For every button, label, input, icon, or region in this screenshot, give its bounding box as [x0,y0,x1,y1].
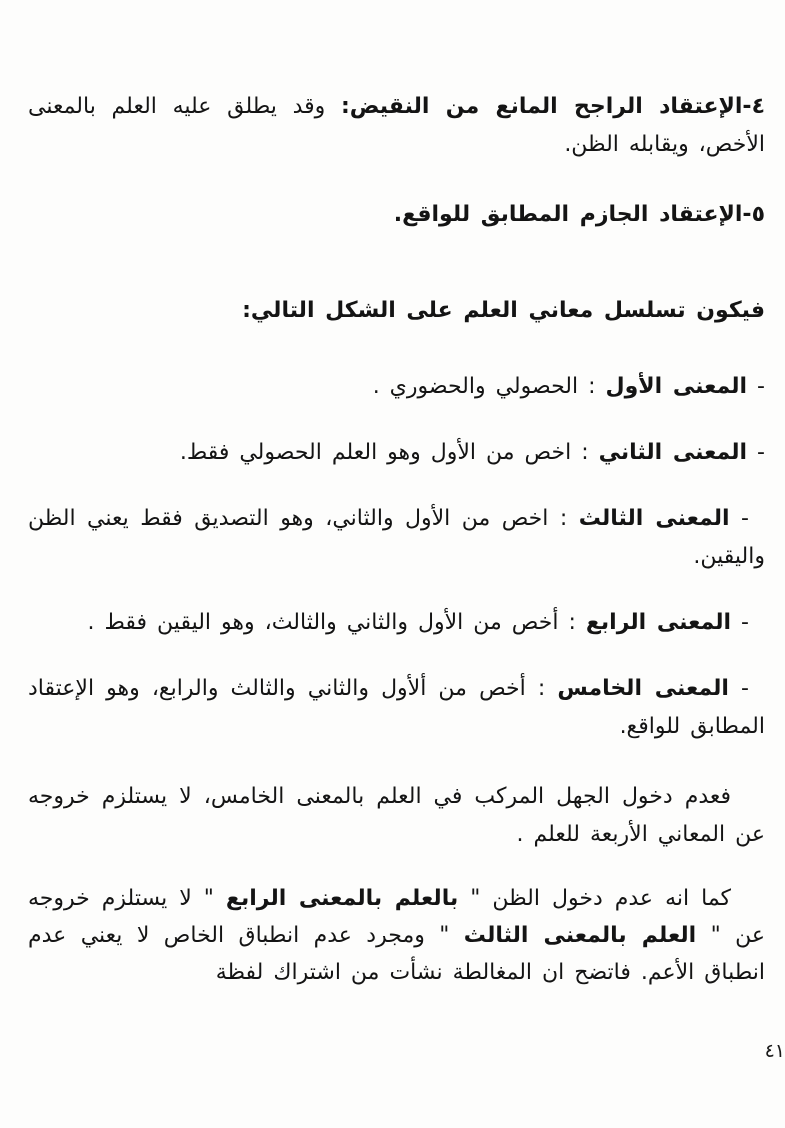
meaning-item-third [28,500,765,576]
paragraph-conjecture [28,880,765,991]
meaning-term-first: المعنى الأول [605,374,748,399]
sequence-intro: فيكون تسلسل معاني العلم على الشكل التالي: [242,298,765,323]
clause-4-text: وقد يطلق عليه العلم بالمعنى الأخص، ويقابله الظن. [28,94,765,157]
dash: - [728,676,749,701]
meaning-text-first: : الحصولي والحضوري . [372,374,606,399]
dash: - [731,610,749,635]
quoted-term-third-meaning: العلم بالمعنى الثالث [463,923,697,948]
page-number: ٤١ [764,1040,785,1062]
meaning-item-second [28,434,765,472]
meaning-text-fifth: : أخص من ألأول والثاني والثالث والرابع، وهو الإعتقاد المطابق للواقع. [28,676,765,739]
conjecture-text-3: " ومجرد عدم انطباق الخاص لا يعني عدم انطباق الأعم. فاتضح ان المغالطة نشأت من اشتراك لفظة [28,923,765,985]
meaning-text-fourth: : أخص من الأول والثاني والثالث، وهو اليقين فقط . [87,610,586,635]
meaning-term-fourth: المعنى الرابع [585,610,732,635]
meaning-text-second: : اخص من الأول وهو العلم الحصولي فقط. [179,440,599,465]
clause-4-term: ٤-الإعتقاد الراجح المانع من النقيض: [341,94,765,119]
clause-5 [28,196,765,234]
meaning-item-fifth [28,670,765,746]
conjecture-text-2: " لا يستلزم خروجه عن " [28,886,765,948]
quoted-term-fourth-meaning: بالعلم بالمعنى الرابع [225,886,459,911]
meaning-item-fourth [28,604,765,642]
paragraph-compound-ignorance: فعدم دخول الجهل المركب في العلم بالمعنى الخامس، لا يستلزم خروجه عن المعاني الأربعة للعلم . [28,784,765,847]
clause-5-term: ٥-الإعتقاد الجازم المطابق للواقع. [393,202,765,227]
meaning-text-third: : اخص من الأول والثاني، وهو التصديق فقط يعني الظن واليقين. [28,506,765,569]
dash: - [729,506,749,531]
meaning-term-third: المعنى الثالث [578,506,730,531]
meaning-item-first [28,368,765,406]
conjecture-text-1: كما انه عدم دخول الظن " [458,886,732,911]
meaning-term-fifth: المعنى الخامس [557,676,729,701]
clause-4 [28,88,765,164]
meaning-term-second: المعنى الثاني [598,440,748,465]
dash: - [747,440,765,465]
dash: - [747,374,765,399]
